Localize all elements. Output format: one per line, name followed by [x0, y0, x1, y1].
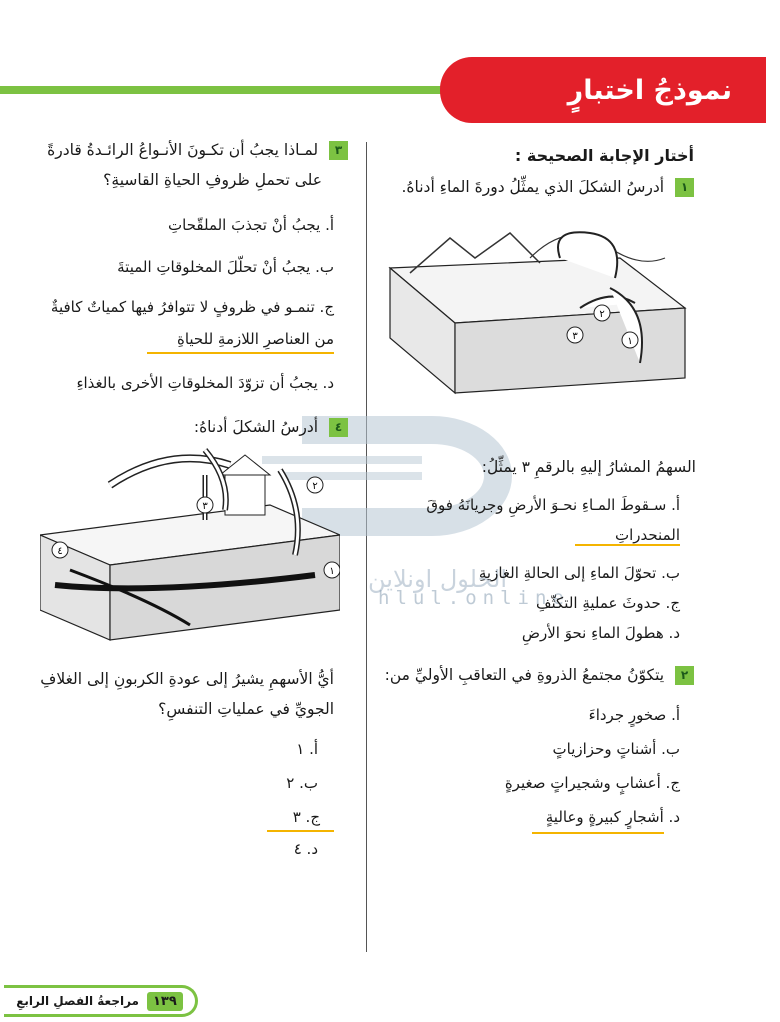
q4-option-c[interactable]	[267, 808, 334, 826]
question-number: ١	[675, 178, 694, 197]
option-letter: أ.	[671, 706, 680, 724]
question-prompt: يتكوّنُ مجتمعُ الذروةِ في التعاقبِ الأوليِّ من:	[384, 666, 665, 684]
correct-answer-underline: من العناصرِ اللازمةِ للحياةِ	[147, 330, 334, 354]
figure-label-2-text: ٢	[599, 309, 605, 320]
q4-option-b[interactable]	[286, 774, 318, 792]
option-letter: ج.	[665, 594, 680, 612]
option-text: تحوّلَ الماءِ إلى الحالةِ الغازيةِ	[478, 564, 657, 582]
question-prompt: أدرسُ الشكلَ الذي يمثِّلُ دورةَ الماءِ أدناهُ.	[401, 178, 665, 196]
q3-option-c-cont	[14, 330, 334, 348]
option-text: أعشابٍ وشجيراتٍ صغيرةٍ	[504, 774, 661, 792]
q3-option-c[interactable]	[14, 298, 334, 316]
q2-option-c[interactable]	[390, 774, 680, 792]
q3-option-a[interactable]	[14, 216, 334, 234]
q3-option-b[interactable]	[14, 258, 334, 276]
question-prompt: أدرسُ الشكلَ أدناهُ:	[193, 418, 319, 436]
option-letter: أ.	[325, 216, 334, 234]
option-letter: د.	[306, 840, 318, 858]
chapter-label: مراجعةُ الفصلِ الرابعِ	[16, 994, 139, 1008]
correct-answer-underline: المنحدراتِ	[575, 526, 680, 546]
option-letter: ب.	[299, 774, 318, 792]
question-2	[374, 660, 694, 690]
q4-option-a[interactable]	[296, 740, 318, 758]
header-rule	[0, 86, 470, 94]
option-text: حدوثَ عمليةِ التكثّفِ	[535, 594, 661, 612]
instruction: أختار الإجابة الصحيحة :	[514, 146, 694, 165]
option-letter: ج.	[665, 774, 680, 792]
q3-option-d[interactable]	[14, 374, 334, 392]
q1-option-d[interactable]	[390, 624, 680, 642]
q1-option-a[interactable]	[390, 496, 680, 514]
option-letter: د.	[322, 374, 334, 392]
figure-label-1-text: ١	[329, 566, 335, 577]
page-title: نموذجُ اختبارٍ	[567, 74, 732, 106]
option-text: سـقوطَ المـاءِ نحـوَ الأرضِ وجريانَهُ فوقَ	[426, 496, 667, 514]
question-prompt-line1: لمـاذا يجبُ أن تكـونَ الأنـواعُ الرائـدةُ قادرةً	[47, 141, 319, 159]
q2-option-d[interactable]	[390, 808, 680, 826]
option-letter: أ.	[309, 740, 318, 758]
option-letter: ب.	[661, 740, 680, 758]
figure-label-4-text: ٤	[57, 546, 63, 557]
question-1-followup: السهمُ المشارُ إليهِ بالرقمِ ٣ يمثِّلُ:	[481, 458, 696, 476]
correct-answer-underline: أشجارٍ كبيرةٍ وعاليةٍ	[532, 808, 664, 834]
figure-label-3-text: ٣	[202, 501, 208, 512]
option-letter: د.	[668, 808, 680, 826]
question-number: ٢	[675, 666, 694, 685]
figure-label-2-text: ٢	[312, 481, 318, 492]
question-4	[148, 412, 348, 442]
q1-option-a-cont	[390, 526, 680, 544]
option-letter: ج.	[305, 808, 320, 826]
question-number: ٤	[329, 418, 348, 437]
page-footer	[4, 985, 198, 1017]
q2-option-a[interactable]	[390, 706, 680, 724]
q4-option-d[interactable]	[294, 840, 318, 858]
option-text: ٤	[293, 840, 302, 858]
watermark-arabic: الحلول اونلاين	[368, 565, 508, 593]
question-prompt-line2: على تحملِ ظروفِ الحياةِ القاسيةِ؟	[103, 171, 322, 189]
option-text: أشناتٍ وحزازياتٍ	[552, 740, 657, 758]
option-letter: ب.	[661, 564, 680, 582]
question-number: ٣	[329, 141, 348, 160]
header-tab	[440, 57, 766, 123]
option-letter: ج.	[319, 298, 334, 316]
option-letter: د.	[668, 624, 680, 642]
option-text: تنمـو في ظروفٍ لا تتوافرُ فيها كمياتٌ كافيةٌ	[50, 298, 315, 316]
q1-option-c[interactable]	[390, 594, 680, 612]
option-text: يجبُ أنْ تحلّلَ المخلوقاتِ الميتةَ	[117, 258, 311, 276]
page-number: ١٣٩	[147, 992, 183, 1011]
option-text: ٣	[292, 808, 301, 826]
question-1	[394, 172, 694, 202]
question-4-followup	[14, 664, 334, 724]
option-text: يجبُ أنْ تجذبَ الملقّحاتِ	[168, 216, 321, 234]
option-letter: أ.	[671, 496, 680, 514]
option-text: هطولَ الماءِ نحوَ الأرضِ	[521, 624, 664, 642]
water-cycle-figure	[380, 228, 690, 398]
followup-line1: أيُّ الأسهمِ يشيرُ إلى عودةِ الكربونِ إلى الغلافِ	[40, 670, 334, 688]
figure-label-3-text: ٣	[572, 331, 578, 342]
option-letter: ب.	[315, 258, 334, 276]
correct-answer-underline	[267, 808, 334, 832]
figure-label-1-text: ١	[627, 336, 633, 347]
carbon-cycle-figure	[40, 445, 340, 645]
option-text: ٢	[286, 774, 295, 792]
q2-option-b[interactable]	[390, 740, 680, 758]
question-3	[28, 135, 348, 195]
watermark-text: hlul.online	[378, 587, 570, 609]
q1-option-b[interactable]	[390, 564, 680, 582]
option-text: ١	[296, 740, 305, 758]
option-text: يجبُ أن تزوّدَ المخلوقاتِ الأخرى بالغذاءِ	[76, 374, 318, 392]
followup-line2: الجويِّ في عملياتِ التنفسِ؟	[158, 700, 334, 718]
option-text: صخورٍ جرداءَ	[588, 706, 667, 724]
